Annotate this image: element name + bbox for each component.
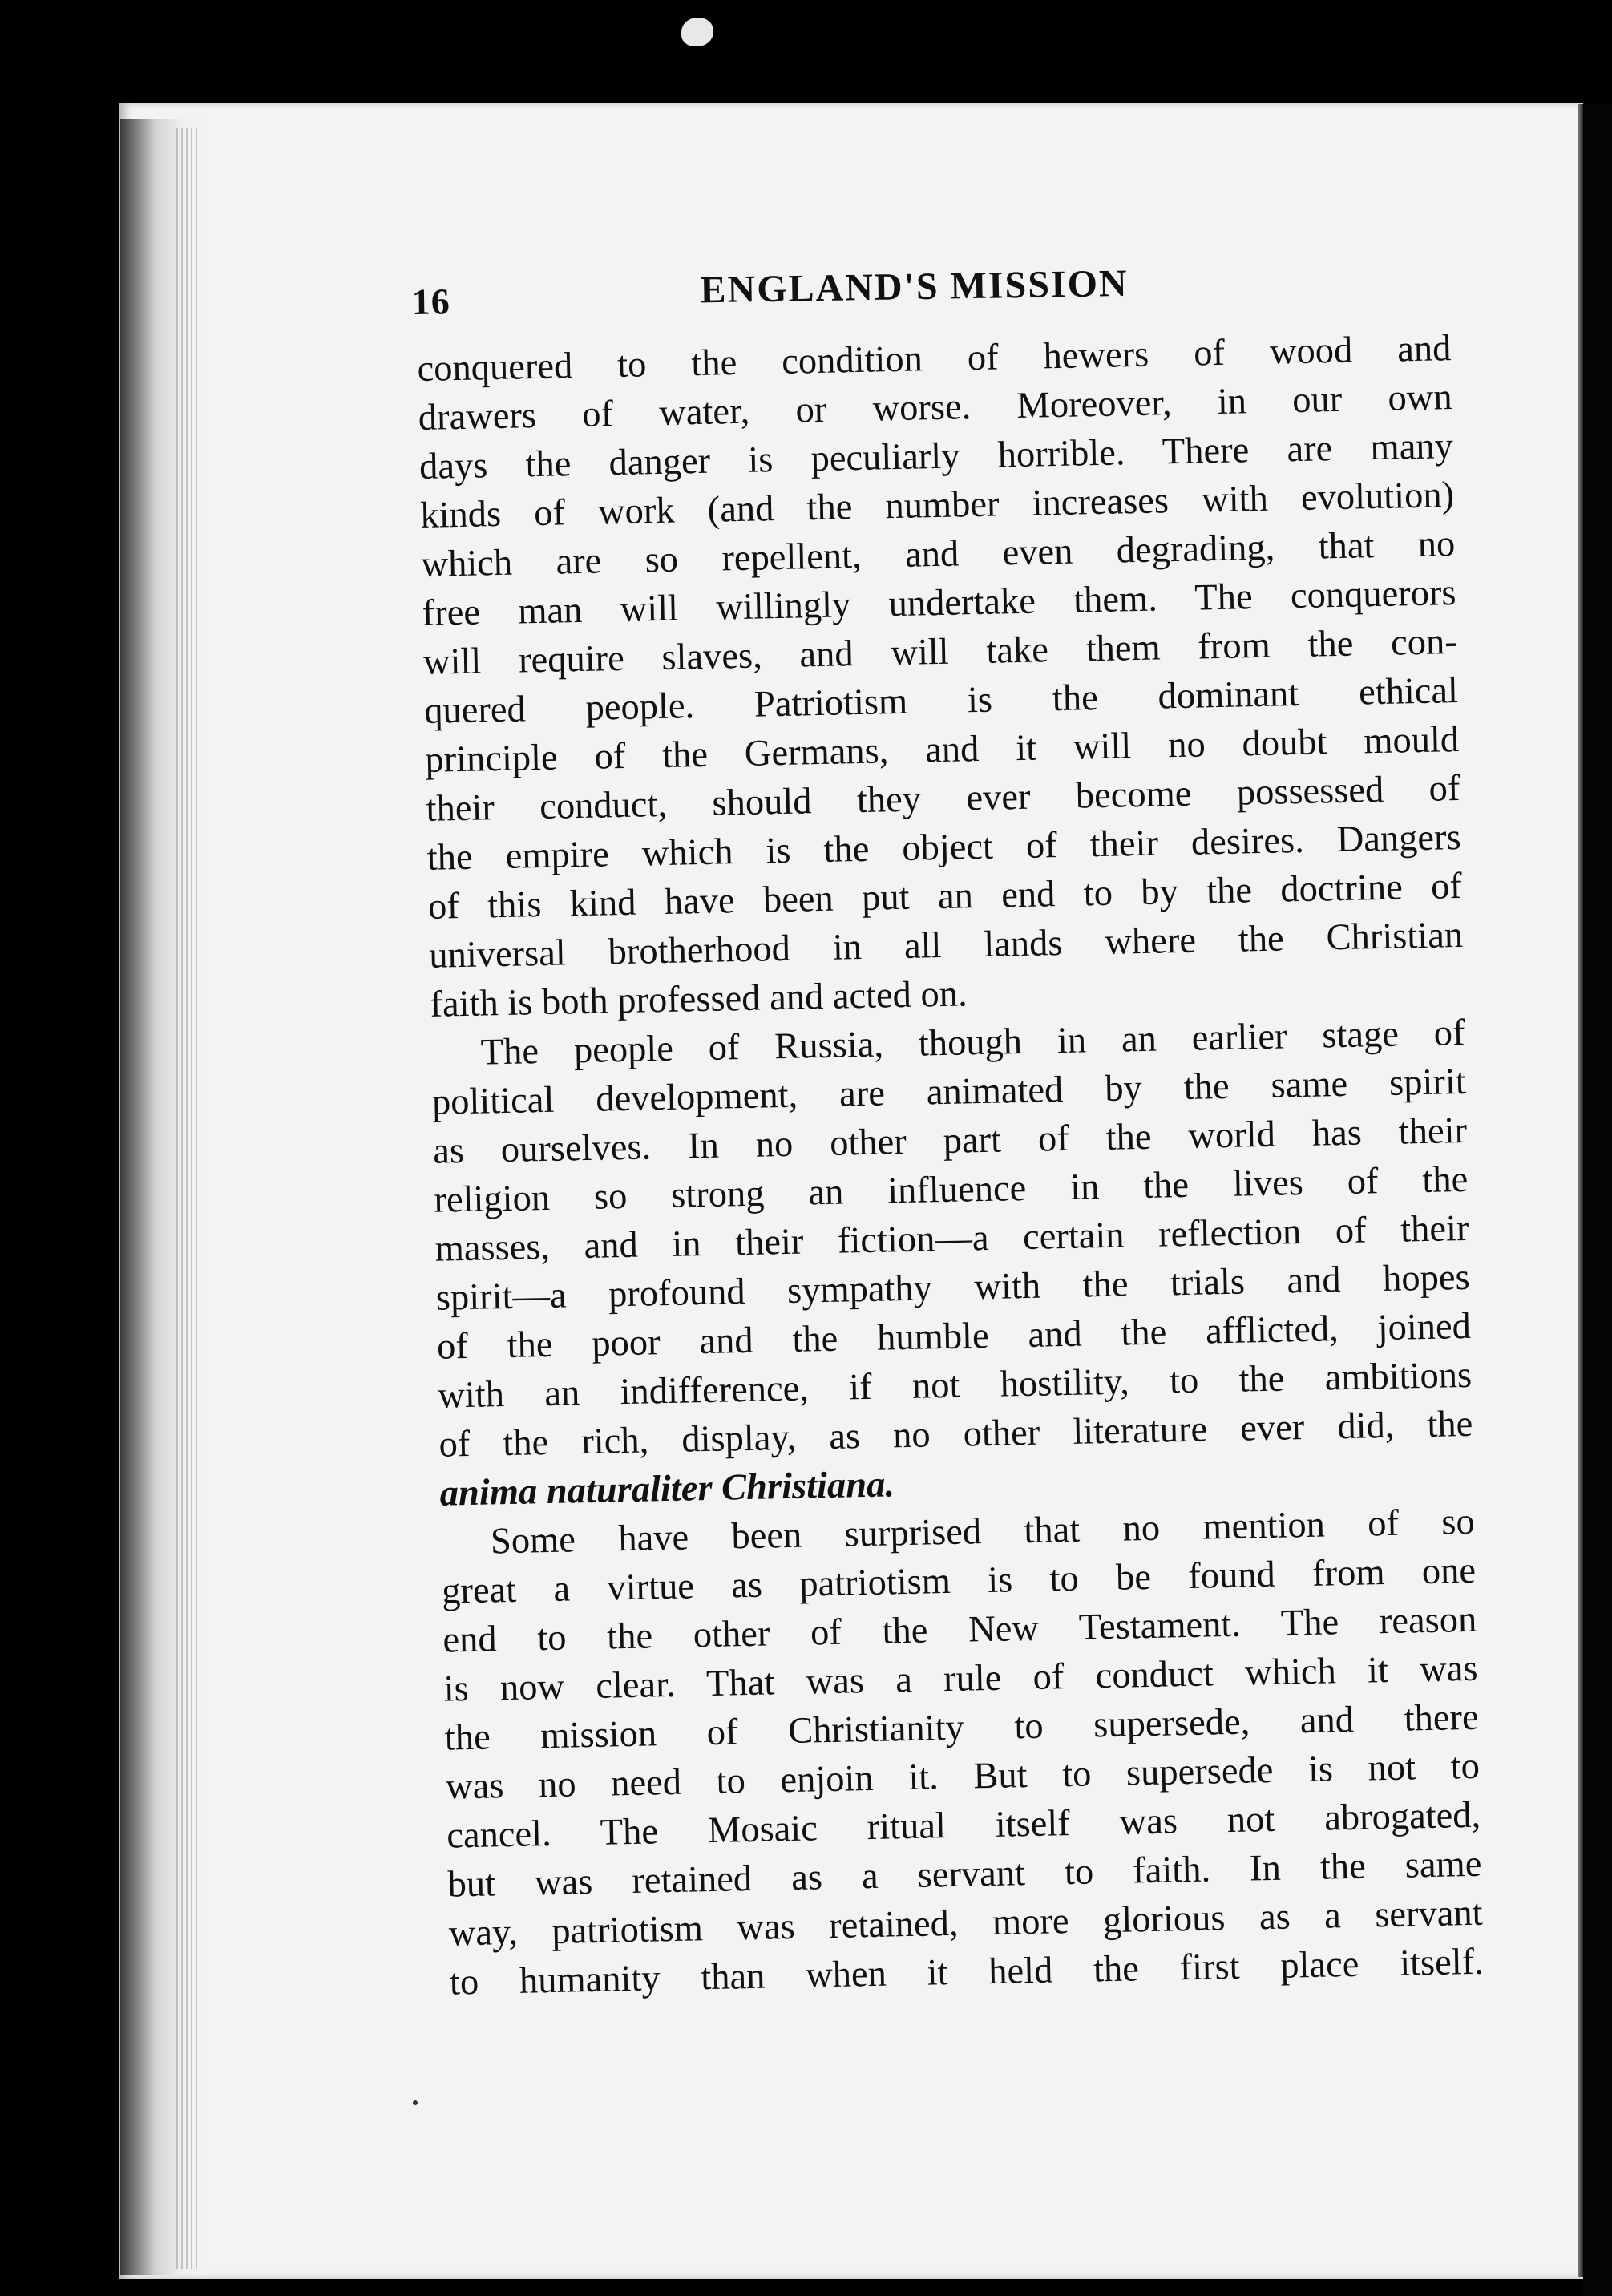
text-line: masses, and in their fiction—a certain reflection of their [434,1207,1469,1270]
page-number: 16 [411,281,451,322]
text-line: principle of the Germans, and it will no doubt mould [424,719,1460,781]
page-right-border [1578,104,1583,2277]
scan-speck [413,2100,418,2105]
text-line: universal brotherhood in all lands where the Christian [428,914,1464,976]
text-line: will require slaves, and will take them from the con- [422,621,1458,683]
text-line: quered people. Patriotism is the dominant ethical [423,670,1459,732]
text-line: kinds of work (and the number increases with evolution) [419,475,1455,536]
text-line: to humanity than when it held the first place itself. [449,1941,1485,2003]
text-line: their conduct, should they ever become possessed of [426,767,1460,830]
text-line: as ourselves. In no other part of the world has their [432,1110,1468,1172]
text-line: the empire which is the object of their desires. Dangers [426,816,1462,879]
body-text [417,324,1484,2007]
text-line: spirit—a profound sympathy with the trials and hopes [435,1256,1471,1319]
text-line: days the danger is peculiarly horrible. There are many [418,426,1454,487]
text-line: cancel. The Mosaic ritual itself was not abrogated, [446,1794,1481,1857]
italic-phrase: anima naturaliter Christiana. [439,1464,895,1514]
text-line: free man will willingly undertake them. The conquerors [422,572,1456,634]
paragraph-start-line: The people of Russia, though in an earlier stage of [480,1012,1466,1073]
text-line: religion so strong an influence in the lives of the [433,1158,1469,1221]
text-line: of the poor and the humble and the afflicted, joined [436,1305,1472,1368]
text-line: drawers of water, or worse. Moreover, in our own [418,377,1453,439]
text-line: but was retained as a servant to faith. In the same [447,1843,1482,1906]
text-line: of the rich, display, as no other literature ever did, the [438,1403,1473,1465]
paragraph-start-line: Some have been surprised that no mention of so [490,1501,1476,1562]
scan-blot [681,18,713,46]
text-line: way, patriotism was retained, more glorious as a servant [448,1892,1484,1954]
text-line: great a virtue as patriotism is to be found from one [441,1550,1477,1612]
text-line: political development, are animated by the same spirit [431,1061,1467,1123]
text-line: is now clear. That was a rule of conduct which it was [443,1647,1478,1710]
text-line: was no need to enjoin it. But to supersede is not to [445,1745,1481,1808]
running-title: ENGLAND'S MISSION [700,261,1129,312]
scan-right-edge [1583,103,1612,2296]
text-line: conquered to the condition of hewers of wood and [417,328,1452,390]
paragraph-end-line: faith is both professed and acted on. [430,973,968,1025]
text-line: which are so repellent, and even degrading, that no [420,523,1456,585]
text-line: end to the other of the New Testament. The reason [442,1599,1477,1661]
book-gutter [176,128,197,2269]
text-line: the mission of Christianity to supersede, and there [444,1696,1480,1759]
text-line: of this kind have been put an end to by the doctrine of [427,865,1463,928]
text-line: with an indifference, if not hostility, to the ambitions [437,1354,1473,1417]
